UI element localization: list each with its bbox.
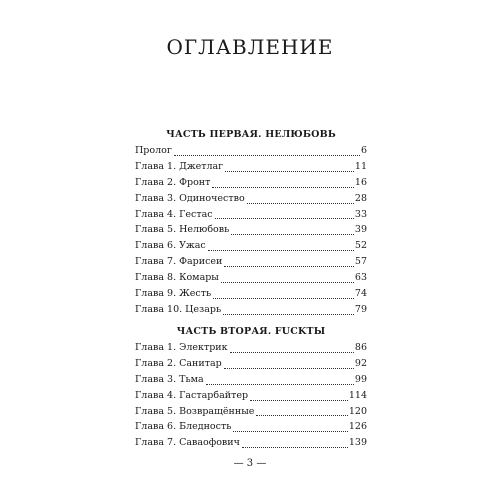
entry-title: Глава 6. Бледность [135, 421, 232, 433]
dot-leader [230, 352, 354, 353]
toc-entry [135, 191, 367, 207]
entry-title: Глава 8. Комары [135, 272, 219, 284]
dot-leader [247, 203, 354, 204]
part-heading: ЧАСТЬ ПЕРВАЯ. НЕЛЮБОВЬ [166, 129, 336, 140]
entry-title: Глава 10. Цезарь [135, 303, 222, 315]
entry-title: Глава 6. Ужас [135, 240, 206, 252]
entry-page-number: 52 [354, 240, 367, 252]
entry-title: Глава 1. Электрик [135, 342, 228, 353]
toc-entry [135, 372, 367, 388]
entry-title: Глава 7. Саваофович [135, 437, 240, 449]
dot-leader [174, 155, 360, 156]
dot-leader [223, 314, 354, 315]
page-number: — 3 — [233, 458, 267, 469]
entry-page-number: 86 [354, 342, 367, 353]
toc-part-2 [135, 324, 367, 451]
entry-title: Глава 4. Гастарбайтер [135, 389, 249, 401]
entry-page-number: 79 [354, 303, 367, 315]
entry-title: Пролог [135, 145, 172, 156]
toc-entry [135, 222, 367, 238]
dot-leader [231, 234, 354, 235]
entry-page-number: 74 [354, 288, 367, 300]
toc-entry [135, 270, 367, 286]
entry-page-number: 57 [354, 256, 367, 268]
toc-entry [135, 356, 367, 372]
dot-leader [208, 250, 354, 251]
entry-page-number: 63 [354, 272, 367, 284]
toc-part-1 [135, 127, 367, 318]
toc-entry [135, 207, 367, 223]
dot-leader [242, 447, 348, 448]
entry-page-number: 6 [360, 145, 367, 156]
toc-entry [135, 302, 367, 318]
dot-leader [212, 187, 354, 188]
dot-leader [215, 218, 354, 219]
entry-title: Глава 3. Тьма [135, 373, 204, 385]
dot-leader [233, 431, 347, 432]
entry-page-number: 139 [348, 437, 367, 449]
dot-leader [224, 266, 354, 267]
entry-title: Глава 4. Гестас [135, 208, 213, 220]
dot-leader [250, 400, 348, 401]
entry-page-number: 39 [354, 224, 367, 236]
dot-leader [213, 298, 354, 299]
dot-leader [206, 384, 354, 385]
toc-entries [135, 143, 367, 318]
entry-page-number: 28 [354, 192, 367, 204]
entry-title: Глава 5. Возвращённые [135, 405, 255, 417]
entry-page-number: 11 [354, 160, 367, 172]
entry-page-number: 126 [348, 421, 367, 433]
entry-page-number: 120 [348, 405, 367, 417]
part-heading: ЧАСТЬ ВТОРАЯ. FUCKTЫ [176, 326, 326, 337]
entry-title: Глава 7. Фарисеи [135, 256, 223, 268]
toc-entry [135, 419, 367, 435]
entry-title: Глава 1. Джетлаг [135, 160, 224, 172]
entry-page-number: 16 [354, 176, 367, 188]
toc-entry [135, 404, 367, 420]
entry-title: Глава 9. Жесть [135, 288, 212, 300]
entry-title: Глава 3. Одиночество [135, 192, 245, 204]
entry-page-number: 92 [354, 357, 367, 369]
entry-page-number: 114 [348, 389, 367, 401]
dot-leader [225, 171, 354, 172]
toc-entry [135, 435, 367, 451]
entry-title: Глава 2. Фронт [135, 176, 211, 188]
toc-entry [135, 340, 367, 356]
toc-entry [135, 143, 367, 159]
toc-entry [135, 238, 367, 254]
page-title: ОГЛАВЛЕНИЕ [166, 35, 334, 59]
entry-page-number: 33 [354, 208, 367, 220]
entry-page-number: 99 [354, 373, 367, 385]
toc-entry [135, 286, 367, 302]
toc-entries [135, 340, 367, 451]
entry-title: Глава 5. Нелюбовь [135, 224, 230, 236]
toc-entry [135, 254, 367, 270]
toc-entry [135, 388, 367, 404]
dot-leader [221, 282, 354, 283]
toc-entry [135, 159, 367, 175]
dot-leader [224, 368, 354, 369]
entry-title: Глава 2. Санитар [135, 357, 222, 369]
dot-leader [256, 415, 347, 416]
toc-entry [135, 175, 367, 191]
